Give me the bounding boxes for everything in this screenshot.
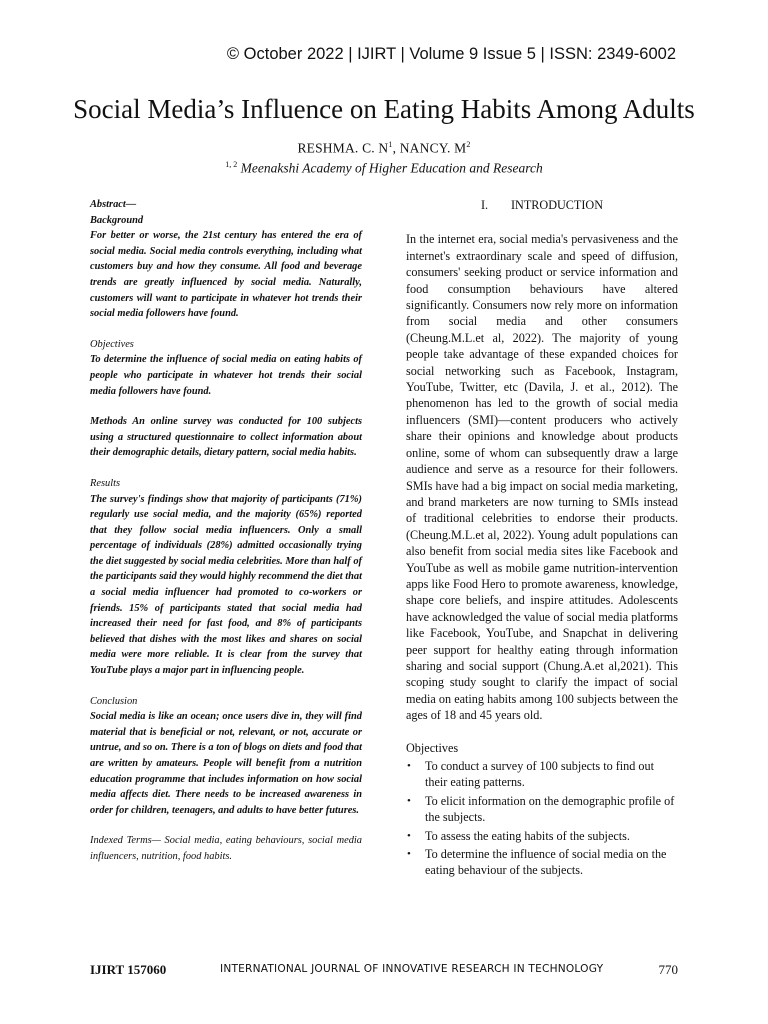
index-terms [90,833,362,864]
list-item [406,846,678,879]
bullet-icon: • [407,760,411,772]
bullet-icon: • [407,794,411,807]
introduction-paragraph: In the internet era, social media's pervasiveness and the internet's extraordinary scale and speed of diffusion, consumers' seeking product or service information and food consumption behaviours have altered significantly. Consumers now rely more on information from social media and other consumers (Cheung.M.L.et al, 2022). The majority of young people take advantage of these expanded choices for social networking such as Facebook, Instagram, YouTube, Twitter, etc (Davila, J. et al., 2012). The phenomenon has led to the growth of social media influencers (SMI)—content producers who actively share their opinions and knowledge about products online, some of whom can subsequently draw a large audience and serve as a resource for their followers. SMIs have had a big impact on social media marketing, and brand marketers are now turning to SMIs instead of traditional celebrities to endorse their products. (Cheung.M.L.et al, 2022). Young adult populations can also benefit from social media sites like Facebook and YouTube as well as mobile game nutrition-intervention apps like Food Hero to promote awareness, knowledge, shape core beliefs, and inspire attitudes. Adolescents have acknowledged the value of social media platforms like Facebook, YouTube, and Snapchat in delivering peer support for healthy eating through information sharing and social support (Chung.A.et al,2021). This scoping study sought to clarify the impact of social media on eating habits among 100 subjects between the ages of 18 and 45 years old. [406,232,678,723]
objective-text: To conduct a survey of 100 subjects to find out their eating patterns. [425,759,654,790]
list-item [406,828,678,844]
author-affil-mark: 1 [388,140,393,149]
objectives-title: Objectives [406,740,459,755]
objectives-heading: Objectives [90,338,134,350]
list-item [406,793,678,826]
background-heading: Background [90,214,144,226]
journal-header: © October 2022 | IJIRT | Volume 9 Issue 5 | ISSN: 2349-6002 [226,45,676,63]
bullet-icon: • [407,829,411,842]
author-name: RESHMA. C. N [297,140,389,156]
section-heading [406,197,678,213]
objectives-list [406,758,678,879]
bullet-icon: • [407,848,411,861]
list-item [406,758,678,791]
author-affil-mark: 2 [466,140,471,149]
objective-text: To elicit information on the demographic profile of the subjects. [425,793,675,825]
paper-id: IJIRT 157060 [90,962,167,977]
paper-title: Social Media’s Influence on Eating Habits Among Adults [73,94,695,124]
affiliation-name: Meenakshi Academy of Higher Education and Research [237,160,543,176]
abstract-label: Abstract— [90,199,137,210]
author-list [0,140,768,157]
conclusion-text: Social media is like an ocean; once users dive in, they will find material that is beneficial or not, relevant, or not, accurate or untrue, and so on. There is a ton of blogs on diets and food that are written by amateurs. People will benefit from a nutrition education programme that includes information on how social media affects diet. There needs to be increased awareness in order for children, teenagers, and adults to have better futures. [90,711,362,816]
background-text: For better or worse, the 21st century has entered the era of social media. Social media controls everything, including what customers buy and how they consume. All food and beverage trends are greatly influenced by social media. Naturally, customers will want to participate in whatever hot trends their social media followers have found. [90,230,362,320]
conclusion-heading: Conclusion [90,695,138,707]
objective-text: To determine the influence of social media on the eating behaviour of the subjects. [425,847,667,878]
journal-name: INTERNATIONAL JOURNAL OF INNOVATIVE RESEARCH IN TECHNOLOGY [220,963,604,975]
affiliation-mark: 1, 2 [225,160,238,169]
objective-text: To assess the eating habits of the subjects. [425,828,630,843]
affiliation [0,160,768,177]
results-text: The survey's findings show that majority of participants (71%) regularly use social media, and the majority (65%) reported that they follow social media influencers. Only a small percentage of individuals (28%) admitted occasionally trying the diet suggested by social media celebrities. More than half of the participants said they would highly recommend the diet that a social media influencer had promoted to co-workers or friends. 15% of participants stated that social media had increased their need for fast food, and 8% of participants believed that dishes with the most likes and shares on social media were more reliable. It is clear from the survey that YouTube plays a major part in influencing people. [90,493,362,677]
section-number: I. [480,198,489,212]
author-name: , NANCY. M [392,140,467,156]
objectives-text: To determine the influence of social media on eating habits of people who participate in whatever hot trends their social media followers have found. [90,354,362,397]
section-title: INTRODUCTION [510,198,604,212]
introduction-column [406,197,678,881]
index-terms-text: Social media, eating behaviours, social media influencers, nutrition, food habits. [90,835,362,862]
page-number: 770 [658,962,678,977]
index-terms-label: Indexed Terms— [90,835,161,847]
abstract-column [90,197,362,865]
methods-text: Methods An online survey was conducted for 100 subjects using a structured questionnaire to collect information about their demographic details, dietary pattern, social media habits. [90,416,362,459]
results-heading: Results [90,477,121,489]
